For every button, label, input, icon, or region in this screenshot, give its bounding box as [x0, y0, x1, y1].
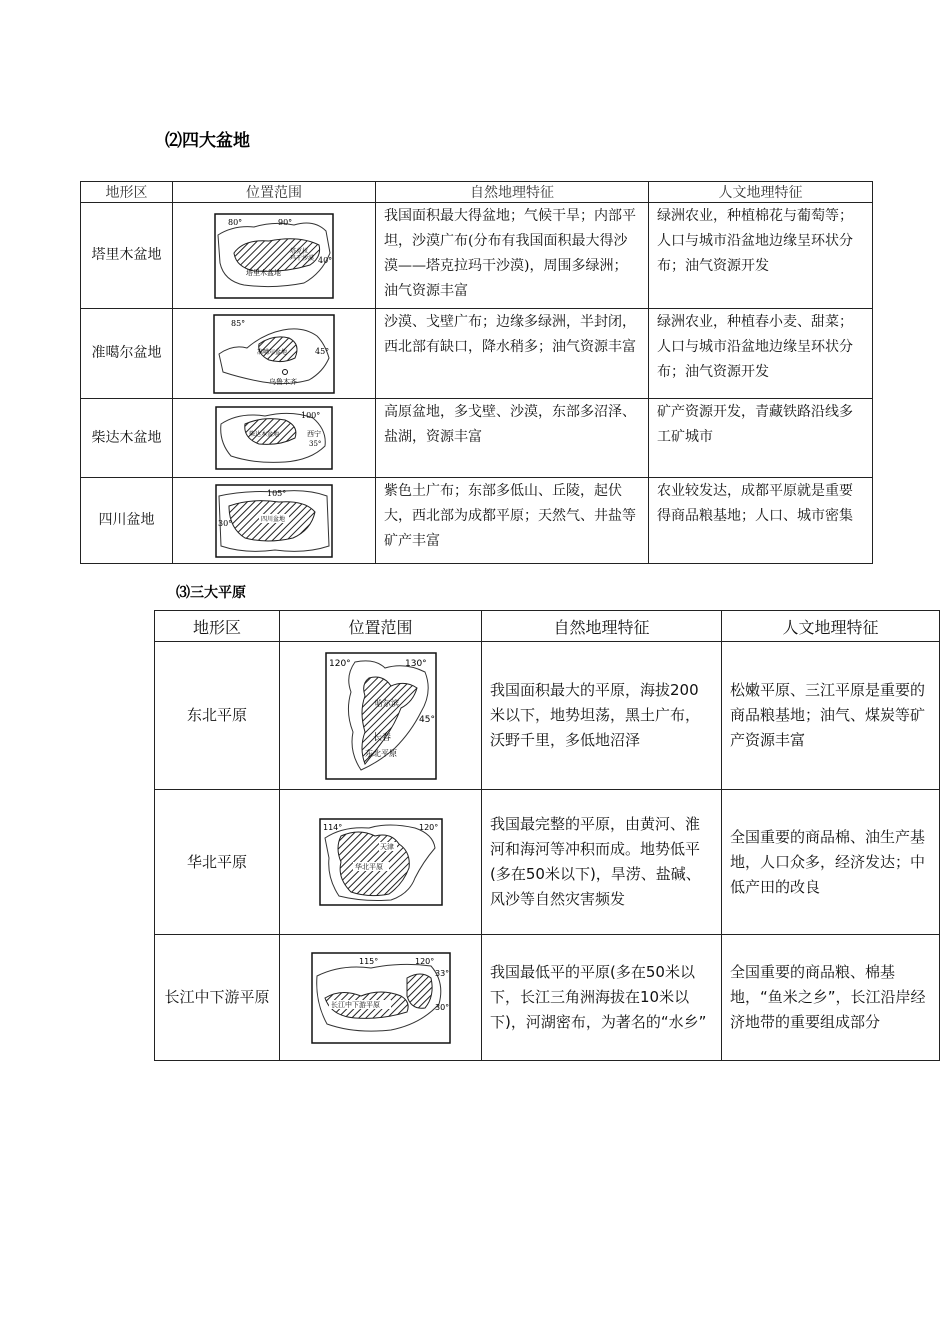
- natural-features: 我国面积最大得盆地；气候干旱；内部平坦，沙漠广布(分布有我国面积最大得沙漠——塔克拉玛干沙漠)，周围多绿洲；油气资源丰富: [376, 203, 649, 309]
- column-header: 地形区: [81, 182, 173, 203]
- map-label: 120°: [328, 658, 351, 669]
- plains-section-title: ⑶三大平原: [176, 585, 246, 601]
- map-label: 玛干沙漠: [290, 254, 315, 262]
- region-name: 华北平原: [155, 790, 280, 935]
- map-label: 四川盆地: [261, 515, 286, 523]
- map-label: 哈尔滨: [374, 698, 399, 708]
- map-label: 西宁: [307, 430, 321, 438]
- column-header: 地形区: [155, 611, 280, 642]
- table-row: [155, 790, 940, 935]
- junggar-basin-map: [213, 314, 335, 394]
- natural-features: 我国面积最大的平原，海拔200米以下，地势坦荡，黑土广布，沃野千里，多低地沼泽: [482, 642, 722, 790]
- natural-features: 高原盆地，多戈壁、沙漠，东部多沼泽、盐湖，资源丰富: [376, 399, 649, 478]
- table-row: [155, 935, 940, 1061]
- map-label: 华北平原: [354, 863, 383, 871]
- map-label: 天津: [379, 843, 394, 851]
- human-features: 全国重要的商品粮、棉基地，“鱼米之乡”，长江沿岸经济地带的重要组成部分: [722, 935, 940, 1061]
- table-row: [81, 203, 873, 309]
- region-name: 东北平原: [155, 642, 280, 790]
- map-label: 塔克拉: [290, 247, 309, 255]
- human-features: 绿洲农业，种植春小麦、甜菜；人口与城市沿盆地边缘呈环状分布；油气资源开发: [649, 309, 873, 399]
- natural-features: 紫色土广布；东部多低山、丘陵，起伏大，西北部为成都平原；天然气、井盐等矿产丰富: [376, 478, 649, 564]
- map-label: 35°: [309, 440, 322, 448]
- map-label: 105°: [267, 488, 287, 498]
- north-china-plain-map: [319, 818, 443, 906]
- map-label: 塔里木盆地: [246, 268, 281, 277]
- human-features: 矿产资源开发，青藏铁路沿线多工矿城市: [649, 399, 873, 478]
- region-name: 塔里木盆地: [81, 203, 173, 309]
- column-header: 位置范围: [173, 182, 376, 203]
- northeast-plain-map: [325, 652, 437, 780]
- map-label: 90°: [278, 217, 293, 227]
- column-header: 位置范围: [280, 611, 482, 642]
- column-header: 自然地理特征: [376, 182, 649, 203]
- map-label: 东北平原: [364, 748, 397, 758]
- table-row: [81, 399, 873, 478]
- map-label: 85°: [231, 318, 246, 328]
- map-label: 120°: [418, 823, 438, 832]
- map-label: 柴达木盆地: [249, 431, 280, 438]
- map-label: 130°: [404, 658, 427, 669]
- table-header-row: [81, 182, 873, 203]
- column-header: 自然地理特征: [482, 611, 722, 642]
- region-name: 四川盆地: [81, 478, 173, 564]
- map-label: 长春: [372, 732, 391, 743]
- map-label: 30°: [434, 1002, 449, 1012]
- map-label: 120°: [414, 956, 434, 966]
- human-features: 绿洲农业，种植棉花与葡萄等；人口与城市沿盆地边缘呈环状分布；油气资源开发: [649, 203, 873, 309]
- region-name: 长江中下游平原: [155, 935, 280, 1061]
- table-header-row: [155, 611, 940, 642]
- tarim-basin-map: [214, 213, 334, 299]
- map-label: 准噶尔盆地: [257, 348, 288, 356]
- map-label: 80°: [228, 217, 243, 227]
- map-label: 长江中下游平原: [330, 1000, 380, 1009]
- map-label: 45°: [418, 714, 435, 725]
- natural-features: 沙漠、戈壁广布；边缘多绿洲，半封闭，西北部有缺口，降水稍多；油气资源丰富: [376, 309, 649, 399]
- sichuan-basin-map: [215, 484, 333, 558]
- region-name: 准噶尔盆地: [81, 309, 173, 399]
- human-features: 农业较发达，成都平原就是重要得商品粮基地；人口、城市密集: [649, 478, 873, 564]
- map-label: 114°: [322, 823, 342, 832]
- natural-features: 我国最低平的平原(多在50米以下，长江三角洲海拔在10米以下)，河湖密布，为著名的“水乡”: [482, 935, 722, 1061]
- region-name: 柴达木盆地: [81, 399, 173, 478]
- basins-section-title: ⑵四大盆地: [165, 131, 250, 151]
- human-features: 松嫩平原、三江平原是重要的商品粮基地；油气、煤炭等矿产资源丰富: [722, 642, 940, 790]
- table-row: [81, 478, 873, 564]
- basins-table: [80, 181, 873, 564]
- human-features: 全国重要的商品棉、油生产基地，人口众多，经济发达；中低产田的改良: [722, 790, 940, 935]
- map-label: 33°: [434, 968, 449, 978]
- qaidam-basin-map: [215, 406, 333, 470]
- column-header: 人文地理特征: [649, 182, 873, 203]
- table-row: [155, 642, 940, 790]
- map-label: 100°: [301, 411, 321, 420]
- map-label: 45°: [315, 346, 330, 356]
- map-label: 40°: [318, 255, 333, 265]
- column-header: 人文地理特征: [722, 611, 940, 642]
- map-label: 115°: [358, 956, 378, 966]
- plains-table: [154, 610, 940, 1061]
- map-label: 乌鲁木齐: [269, 377, 297, 386]
- yangtze-plain-map: [311, 952, 451, 1044]
- table-row: [81, 309, 873, 399]
- map-label: 30°: [218, 518, 233, 528]
- natural-features: 我国最完整的平原，由黄河、淮河和海河等冲积而成。地势低平(多在50米以下)，旱涝、盐碱、风沙等自然灾害频发: [482, 790, 722, 935]
